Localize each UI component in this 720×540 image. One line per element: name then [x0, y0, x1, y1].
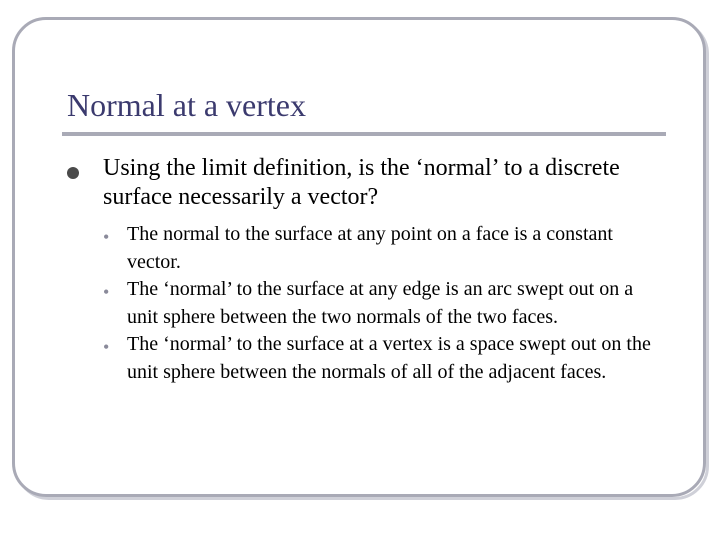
main-bullet-dot — [67, 167, 79, 179]
sub-bullet-item — [103, 331, 663, 386]
sub-bullet-text: The ‘normal’ to the surface at any edge is an arc swept out on a unit sphere between the two normals of the two faces. — [127, 278, 634, 328]
sub-bullet-text: The normal to the surface at any point on a face is a constant vector. — [127, 223, 613, 273]
sub-bullet-item — [103, 221, 663, 276]
slide-title: Normal at a vertex — [67, 87, 306, 123]
sub-bullet-item — [103, 276, 663, 331]
sub-bullet-list — [103, 221, 663, 386]
sub-bullet-dot: • — [103, 337, 110, 357]
sub-bullet-text: The ‘normal’ to the surface at a vertex is a space swept out on the unit sphere between the normals of all of the adjacent faces. — [127, 333, 651, 383]
title-divider — [62, 132, 666, 136]
main-bullet-text: Using the limit definition, is the ‘normal’ to a discrete surface necessarily a vector? — [103, 155, 620, 210]
sub-bullet-dot: • — [103, 282, 110, 302]
sub-bullet-dot: • — [103, 227, 110, 247]
